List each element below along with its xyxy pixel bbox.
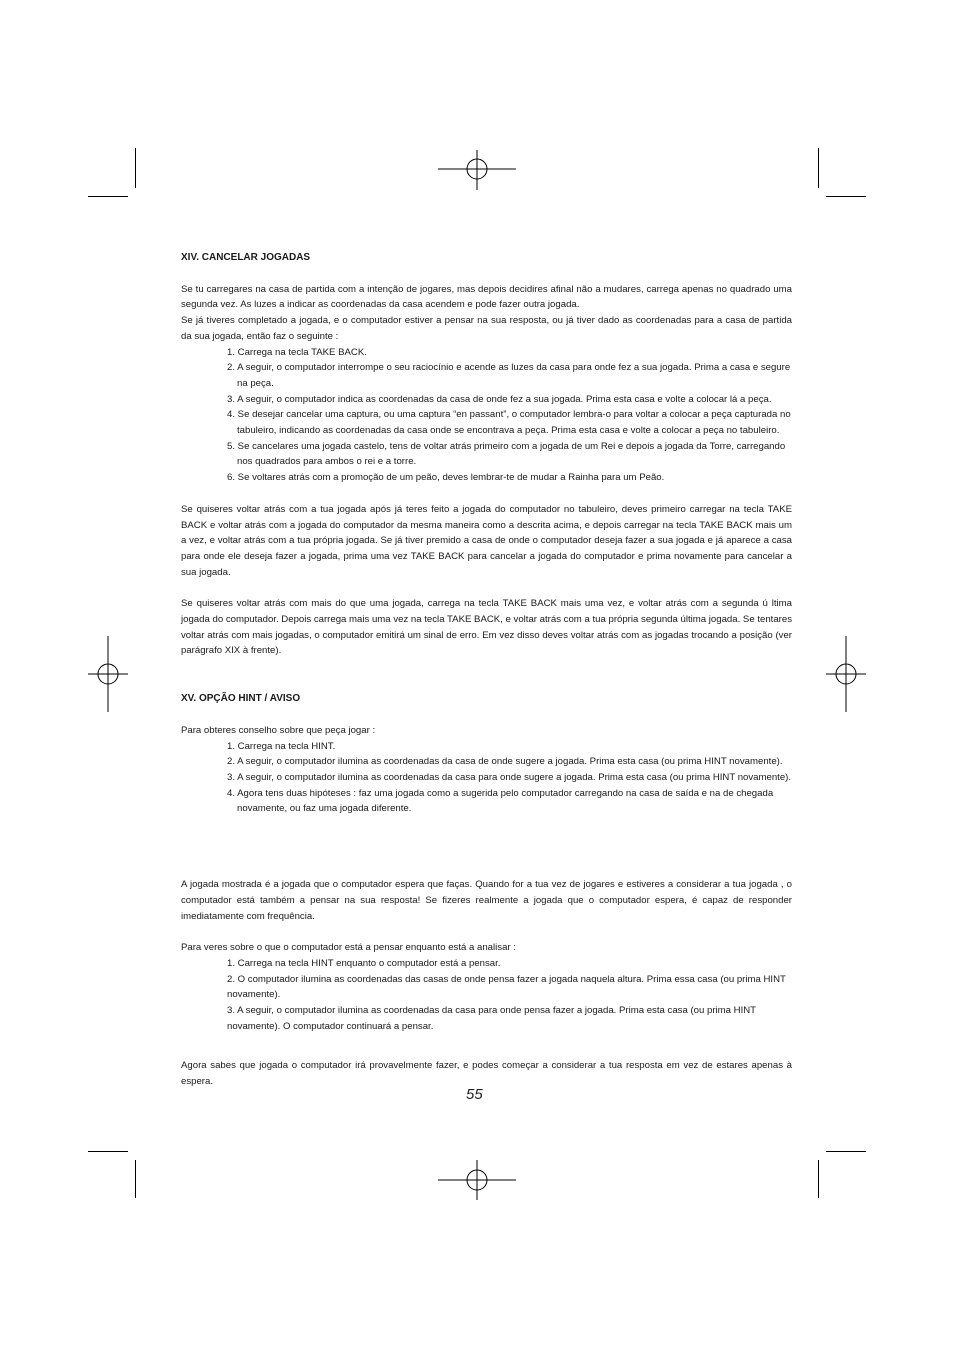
crop-mark — [88, 196, 128, 197]
registration-mark-icon — [438, 1160, 516, 1200]
section-heading: XIV. CANCELAR JOGADAS — [181, 252, 311, 263]
paragraph: A jogada mostrada é a jogada que o computador espera que faças. Quando for a tua vez de jogares e estiveres a considerar a tua jogada , o computador está também a pensar na sua resposta! Se fizeres realmente a jogada que o computador espera, é capaz de responder imediatamente com frequência. — [181, 879, 792, 922]
list-item: 4. Se desejar cancelar uma captura, ou uma captura “en passant”, o computador lembra-o para voltar a colocar a peça capturada no tabuleiro, indicando as coordenadas da casa onde se encontrava a peça. Prima esta casa e volte a colocar a peça no tabuleiro. — [227, 409, 791, 437]
crop-mark — [826, 196, 866, 197]
list-item: 3. A seguir, o computador ilumina as coordenadas da casa para onde pensa fazer a jogada. Prima esta casa (ou prima HINT novamente). O computador continuará a pensar. — [227, 1005, 756, 1032]
registration-mark-icon — [826, 636, 866, 712]
list-item: 1. Carrega na tecla HINT enquanto o computador está a pensar. — [227, 957, 501, 969]
steps-list — [181, 345, 792, 486]
list-item: 4. Agora tens duas hipóteses : faz uma jogada como a sugerida pelo computador carregando na casa de saída e na de chegada novamente, ou faz uma jogada diferente. — [227, 787, 774, 815]
crop-mark — [818, 1160, 819, 1198]
crop-mark — [88, 1151, 128, 1152]
paragraph: Se quiseres voltar atrás com a tua jogada após já teres feito a jogada do computador no tabuleiro, deves primeiro carregar na tecla TAKE BACK e voltar atrás com a jogada do computador da mesma maneira como a descrita acima, e depois carregar na tecla TAKE BACK mais um a vez, e voltar atrás com a tua própria jogada. Se já tiver premido a casa de onde o computador deseja fazer a sua jogada e já aparece a casa para onde ele deseja fazer a jogada, prima uma vez TAKE BACK para cancelar a jogada do computador e prima novamente para cancelar a sua jogada. — [181, 503, 792, 578]
paragraph: Se tu carregares na casa de partida com a intenção de jogares, mas depois decidires afinal não a mudares, carrega apenas no quadrado uma segunda vez. As luzes a indicar as coordenadas da casa acendem e pode fazer outra jogada. — [181, 283, 792, 311]
list-item: 3. A seguir, o computador ilumina as coordenadas da casa para onde sugere a jogada. Prima esta casa (ou prima HINT novamente). — [227, 771, 792, 783]
crop-mark — [135, 1160, 136, 1198]
crop-mark — [818, 148, 819, 188]
paragraph: Se já tiveres completado a jogada, e o computador estiver a pensar na sua resposta, ou já tiver dado as coordenadas para a casa de partida da sua jogada, então faz o seguinte : — [181, 315, 792, 342]
page-number: 55 — [466, 1086, 483, 1103]
section-heading: XV. OPÇÃO HINT / AVISO — [181, 693, 301, 705]
paragraph: Para veres sobre o que o computador está a pensar enquanto está a analisar : — [181, 942, 516, 954]
registration-mark-icon — [88, 636, 128, 712]
list-item: 2. O computador ilumina as coordenadas das casas de onde pensa fazer a jogada naquela altura. Prima essa casa (ou prima HINT novamente). — [227, 973, 786, 1001]
paragraph: Se quiseres voltar atrás com mais do que uma jogada, carrega na tecla TAKE BACK mais uma vez, e voltar atrás com a segunda ú ltima jogada do computador. Depois carrega mais uma vez na tecla TAKE BACK, e voltar atrás com a tua própria segunda última jogada. Se tentares voltar atrás com mais jogadas, o computador emitirá um sinal de erro. Em vez disso deves voltar atrás com as jogadas trocando a posição (ver parágrafo XIX à frente). — [181, 598, 792, 657]
registration-mark-icon — [438, 150, 516, 190]
list-item: 6. Se voltares atrás com a promoção de um peão, deves lembrar-te de mudar a Rainha para um Peão. — [227, 472, 665, 484]
list-item: 2. A seguir, o computador ilumina as coordenadas da casa de onde sugere a jogada. Prima esta casa (ou prima HINT novamente). — [227, 756, 783, 768]
steps-list — [181, 739, 792, 818]
list-item: 2. A seguir, o computador interrompe o seu raciocínio e acende as luzes da casa para onde fez a sua jogada. Prima a casa e segure na peça. — [227, 362, 791, 389]
crop-mark — [826, 1151, 866, 1152]
steps-list — [181, 956, 792, 1035]
list-item: 1. Carrega na tecla HINT. — [227, 740, 336, 752]
list-item: 1. Carrega na tecla TAKE BACK. — [227, 346, 367, 358]
paragraph: Para obteres conselho sobre que peça jogar : — [181, 724, 376, 736]
crop-mark — [135, 148, 136, 188]
list-item: 3. A seguir, o computador indica as coordenadas da casa de onde fez a sua jogada. Prima esta casa e volte a colocar lá a peça. — [227, 393, 772, 405]
list-item: 5. Se cancelares uma jogada castelo, tens de voltar atrás primeiro com a jogada de um Rei e depois a jogada da Torre, carregando nos quadrados para ambos o rei e a torre. — [227, 440, 786, 468]
paragraph: Agora sabes que jogada o computador irá provavelmente fazer, e podes começar a considerar a tua resposta em vez de estares apenas à espera. — [181, 1060, 792, 1088]
page-content — [181, 250, 792, 1090]
